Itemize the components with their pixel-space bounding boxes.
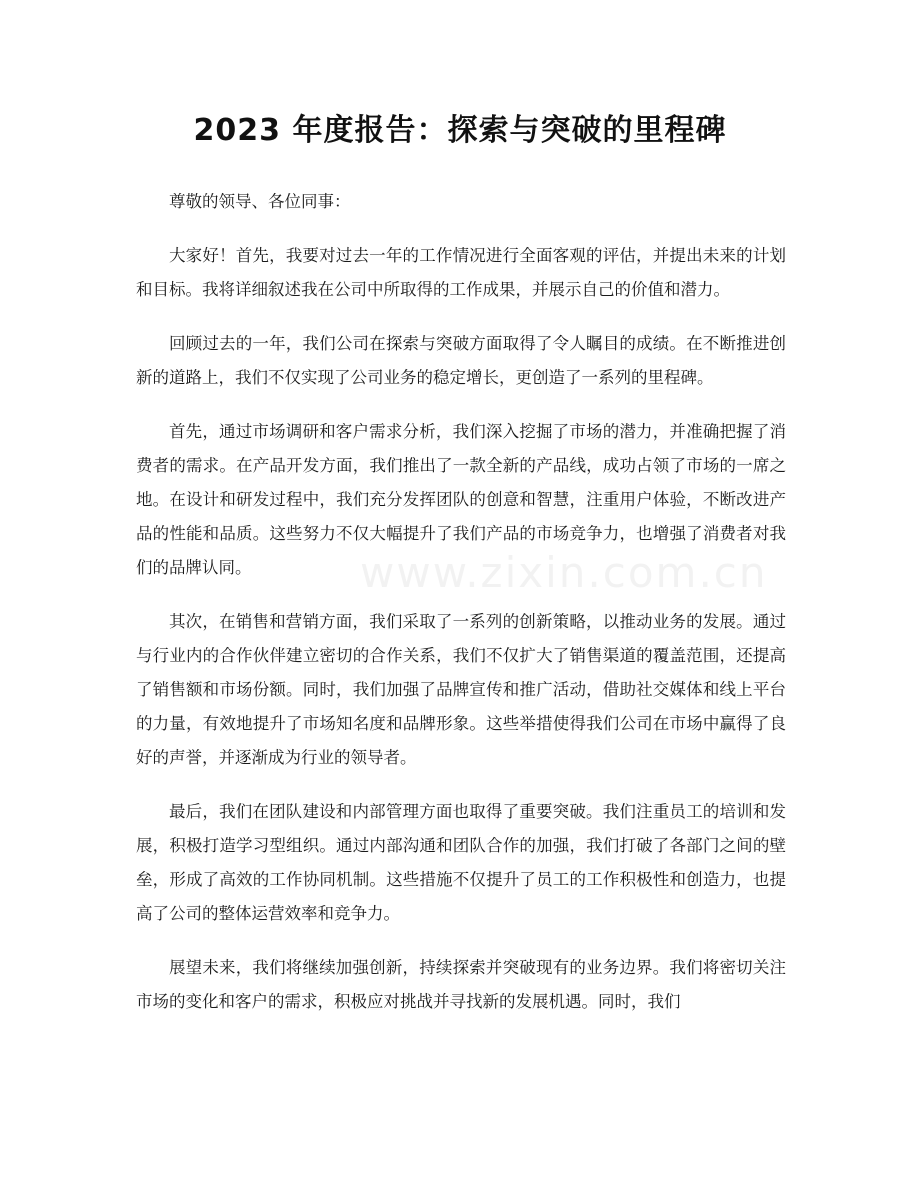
watermark: www.zixin.com.cn: [360, 548, 768, 597]
body-paragraph: 首先，通过市场调研和客户需求分析，我们深入挖掘了市场的潜力，并准确把握了消费者的需求。在产品开发方面，我们推出了一款全新的产品线，成功占领了市场的一席之地。在设计和研发过程中，我们充分发挥团队的创意和智慧，注重用户体验，不断改进产品的性能和品质。这些努力不仅大幅提升了我们产品的市场竞争力，也增强了消费者对我们的品牌认同。: [136, 422, 786, 577]
body-paragraph: 大家好！首先，我要对过去一年的工作情况进行全面客观的评估，并提出未来的计划和目标。我将详细叙述我在公司中所取得的工作成果，并展示自己的价值和潜力。: [136, 246, 786, 299]
body-paragraph: 其次，在销售和营销方面，我们采取了一系列的创新策略，以推动业务的发展。通过与行业内的合作伙伴建立密切的合作关系，我们不仅扩大了销售渠道的覆盖范围，还提高了销售额和市场份额。同时，我们加强了品牌宣传和推广活动，借助社交媒体和线上平台的力量，有效地提升了市场知名度和品牌形象。这些举措使得我们公司在市场中赢得了良好的声誉，并逐渐成为行业的领导者。: [136, 612, 786, 767]
salutation-paragraph: 尊敬的领导、各位同事：: [169, 192, 351, 211]
document-title: 2023 年度报告：探索与突破的里程碑: [193, 113, 727, 148]
body-paragraph: 回顾过去的一年，我们公司在探索与突破方面取得了令人瞩目的成绩。在不断推进创新的道路上，我们不仅实现了公司业务的稳定增长，更创造了一系列的里程碑。: [136, 334, 786, 387]
document-body: [136, 185, 786, 1039]
body-paragraph: 展望未来，我们将继续加强创新，持续探索并突破现有的业务边界。我们将密切关注市场的变化和客户的需求，积极应对挑战并寻找新的发展机遇。同时，我们: [136, 958, 786, 1011]
body-paragraph: 最后，我们在团队建设和内部管理方面也取得了重要突破。我们注重员工的培训和发展，积极打造学习型组织。通过内部沟通和团队合作的加强，我们打破了各部门之间的壁垒，形成了高效的工作协同机制。这些措施不仅提升了员工的工作积极性和创造力，也提高了公司的整体运营效率和竞争力。: [136, 802, 786, 923]
